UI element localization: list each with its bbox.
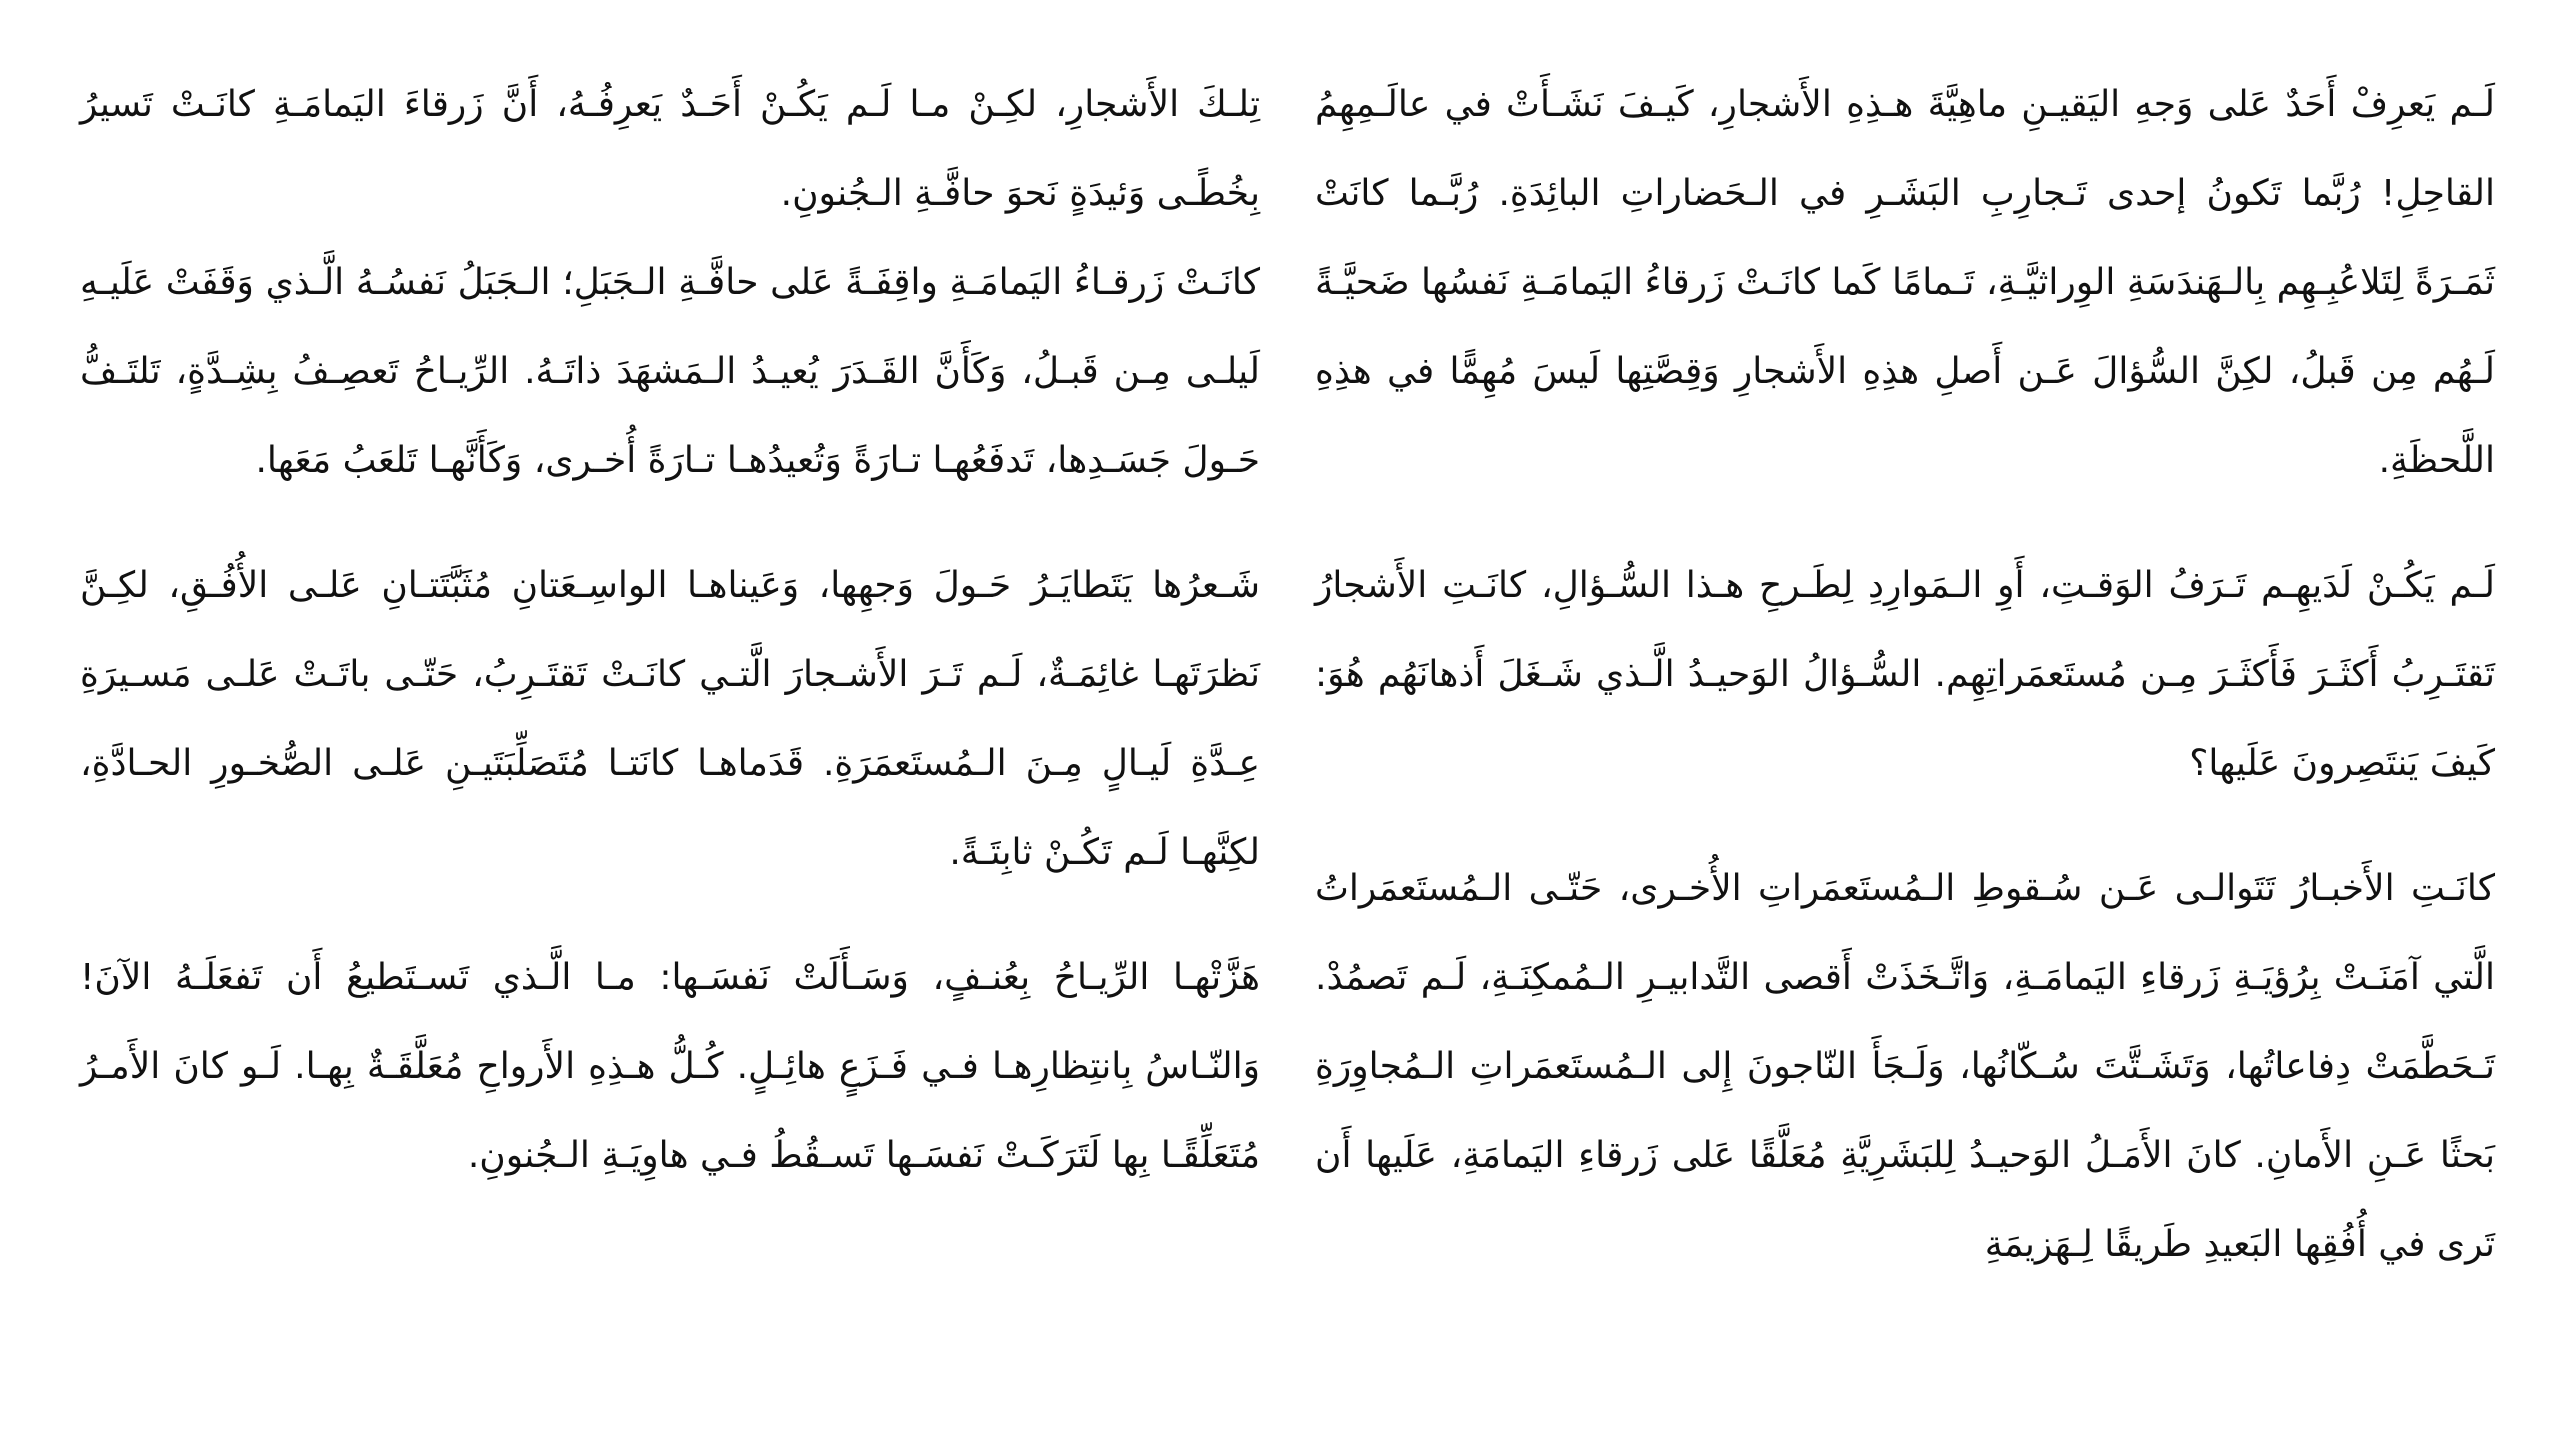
paragraph: هَزَّتْهـا الرِّيـاحُ بِعُنـفٍ، وَسَـأَلَتْ نَفسَـها: مـا الَّـذي تَسـتَطيعُ أَن تَفعَلَـهُ الآنَ! وَالنّـاسُ بِانتِظارِهـا فـي فَـزَعٍ هائِـلٍ. كُـلُّ هـذِهِ الأَرواحِ مُعَلَّقَـةٌ بِهـا. لَـو كانَ الأَمـرُ مُتَعَلِّقًـا بِها لَتَرَكَـتْ نَفسَـها تَسـقُطُ فـي هاوِيَـةِ الـجُنونِ. [80, 957, 1260, 1176]
paragraph: تِلـكَ الأَشجارِ، لكِـنْ مـا لَـم يَكُـنْ أَحَـدٌ يَعرِفُـهُ، أَنَّ زَرقاءَ اليَمامَـةِ كانَـتْ تَسيرُ بِخُطًـى وَئيدَةٍ نَحوَ حافَّـةِ الـجُنونِ. [80, 84, 1260, 214]
right-column [1315, 60, 2495, 1289]
paragraph: لَـم يَعرِفْ أَحَدٌ عَلى وَجهِ اليَقيـنِ ماهِيَّةَ هـذِهِ الأَشجارِ، كَيـفَ نَشَـأَتْ في عالَـمِهِمُ القاحِلِ! رُبَّما تَكونُ إحدى تَـجارِبِ البَشَـرِ في الـحَضاراتِ البائِدَةِ. رُبَّـما كانَتْ ثَمَـرَةً لِتَلاعُبِـهِم بِالـهَندَسَةِ الوِراثيَّـةِ، تَـمامًا كَما كانَـتْ زَرقاءُ اليَمامَـةِ نَفسُها ضَحيَّـةً لَـهُم مِن قَبلُ، لكِنَّ السُّؤالَ عَـن أَصلِ هذِهِ الأَشجارِ وَقِصَّتِها لَيسَ مُهِمًّا في هذِهِ اللَّحظَةِ. [1315, 84, 2495, 481]
paragraph: شَـعرُها يَتَطايَـرُ حَـولَ وَجهِها، وَعَيناهـا الواسِـعَتانِ مُثَبَّتَتـانِ عَلـى الأُفُـقِ، لكِـنَّ نَظرَتَهـا غائِمَـةٌ، لَـم تَـرَ الأَشـجارَ الَّتـي كانَـتْ تَقتَـرِبُ، حَتّـى باتَـتْ عَلـى مَسـيرَةِ عِـدَّةِ لَيـالٍ مِـنَ الـمُستَعمَرَةِ. قَدَماهـا كانَتـا مُتَصَلِّبَتَيـنِ عَلـى الصُّخـورِ الحـادَّةِ، لكِنَّهـا لَـم تَكُـنْ ثابِتَـةً. [80, 565, 1260, 873]
paragraph: كانَـتِ الأَخبـارُ تَتَوالـى عَـن سُـقوطِ الـمُستَعمَراتِ الأُخـرى، حَتّـى الـمُستَعمَراتُ الَّتي آمَنَـتْ بِرُؤيَـةِ زَرقاءِ اليَمامَـةِ، وَاتَّـخَذَتْ أَقصى التَّدابيـرِ الـمُمكِنَـةِ، لَـم تَصمُدْ. تَـحَطَّمَتْ دِفاعاتُها، وَتَشَـتَّتَ سُـكّانُها، وَلَـجَأَ النّاجونَ إِلى الـمُستَعمَراتِ الـمُجاوِرَةِ بَحثًا عَـنِ الأَمانِ. كانَ الأَمَـلُ الوَحيـدُ لِلبَشَرِيَّةِ مُعَلَّقًا عَلى زَرقاءِ اليَمامَةِ، عَلَيها أَن تَرى في أُفُقِها البَعيدِ طَريقًا لِـهَزيمَةِ [1315, 868, 2495, 1265]
paragraph: لَـم يَكُـنْ لَدَيهِـم تَـرَفُ الوَقـتِ، أَوِ الـمَوارِدِ لِطَـرحِ هـذا السُّـؤالِ، كانَـتِ الأَشجارُ تَقتَـرِبُ أَكثَـرَ فَأَكثَـرَ مِـن مُستَعمَراتِهِم. السُّـؤالُ الوَحيـدُ الَّـذي شَـغَلَ أَذهانَهُم هُوَ: كَيفَ يَنتَصِرونَ عَلَيها؟ [1315, 565, 2495, 784]
paragraph: كانَـتْ زَرقـاءُ اليَمامَـةِ واقِفَـةً عَلى حافَّـةِ الـجَبَلِ؛ الـجَبَلُ نَفسُـهُ الَّـذي وَقَفَتْ عَلَيـهِ لَيلـى مِـن قَبـلُ، وَكَأَنَّ القَـدَرَ يُعيـدُ الـمَشهَدَ ذاتَـهُ. الرِّيـاحُ تَعصِـفُ بِشِـدَّةٍ، تَلتَـفُّ حَـولَ جَسَـدِها، تَدفَعُهـا تـارَةً وَتُعيدُهـا تـارَةً أُخـرى، وَكَأَنَّهـا تَلعَبُ مَعَها. [80, 262, 1260, 481]
left-column [80, 60, 1260, 1200]
